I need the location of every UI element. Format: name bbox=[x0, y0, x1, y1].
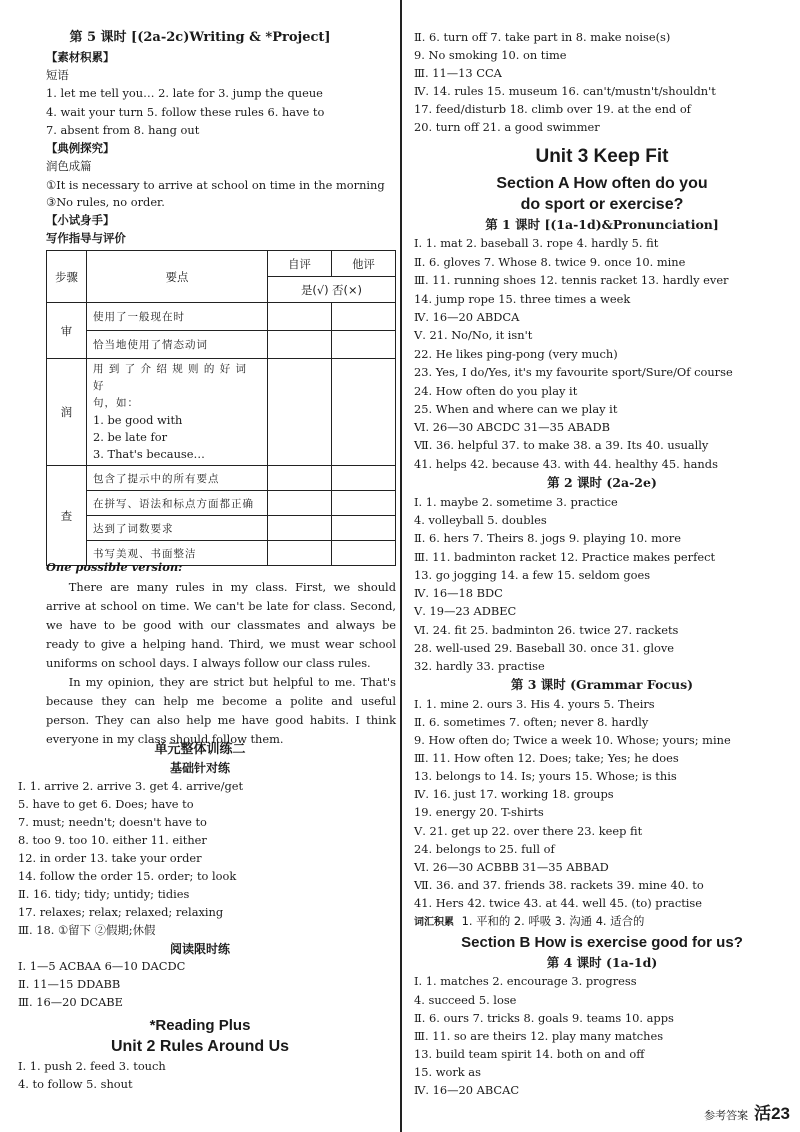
phrase-line: 7. absent from 8. hang out bbox=[46, 123, 200, 137]
peer-cell bbox=[332, 516, 396, 541]
vocab-label: 词汇积累 bbox=[414, 917, 454, 928]
answer-line: Ⅶ. 36. and 37. friends 38. rackets 39. mine 40. to bbox=[414, 878, 704, 892]
point-item-multi bbox=[87, 359, 268, 466]
answer-line: Ⅱ. 11—15 DDABB bbox=[18, 977, 121, 991]
peer-cell bbox=[332, 331, 396, 359]
sectionA-title-1: Section A How often do you bbox=[496, 175, 708, 192]
answer-line: Ⅳ. 16—20 ABDCA bbox=[414, 310, 520, 324]
runse-line: ③No rules, no order. bbox=[46, 195, 165, 209]
point-item: 书写美观、书面整洁 bbox=[87, 541, 268, 566]
answer-line: 15. work as bbox=[414, 1065, 481, 1079]
answer-line: 12. in order 13. take your order bbox=[18, 851, 202, 865]
answer-line: 4. volleyball 5. doubles bbox=[414, 513, 547, 527]
lesson5-title: 第 5 课时 [(2a-2c)Writing & *Project] bbox=[69, 30, 331, 45]
answer-line: 8. too 9. too 10. either 11. either bbox=[18, 833, 207, 847]
answer-line: 28. well-used 29. Baseball 30. once 31. glove bbox=[414, 641, 675, 655]
unit2-title: Unit 2 Rules Around Us bbox=[110, 1038, 290, 1055]
answer-line: Ⅰ. 1—5 ACBAA 6—10 DACDC bbox=[18, 959, 186, 973]
answer-line: Ⅱ. 6. hers 7. Theirs 8. jogs 9. playing 10. more bbox=[414, 531, 681, 545]
phrase-line: 1. let me tell you… 2. late for 3. jump the queue bbox=[46, 86, 323, 100]
runse-line: ①It is necessary to arrive at school on time in the morning bbox=[46, 178, 385, 192]
header-points: 要点 bbox=[87, 251, 268, 303]
answer-line: 17. feed/disturb 18. climb over 19. at the end of bbox=[414, 102, 691, 116]
self-cell bbox=[268, 331, 332, 359]
peer-cell bbox=[332, 359, 396, 466]
sectionB-title: Section B How is exercise good for us? bbox=[461, 934, 743, 951]
answer-line: Ⅰ. 1. mat 2. baseball 3. rope 4. hardly 5. fit bbox=[414, 236, 659, 250]
answer-line: 13. go jogging 14. a few 15. seldom goes bbox=[414, 568, 651, 582]
answer-line: Ⅳ. 14. rules 15. museum 16. can't/mustn't/shouldn't bbox=[414, 84, 716, 98]
answer-line: Ⅰ. 1. arrive 2. arrive 3. get 4. arrive/get bbox=[18, 779, 244, 793]
answer-line: Ⅲ. 18. ①留下 ②假期;休假 bbox=[18, 923, 156, 937]
point-text: 3. That's because… bbox=[93, 447, 205, 461]
self-cell bbox=[268, 466, 332, 491]
evaluation-table bbox=[46, 250, 396, 566]
answer-line: Ⅲ. 16—20 DCABE bbox=[18, 995, 123, 1009]
answer-line: 13. belongs to 14. Is; yours 15. Whose; is this bbox=[414, 769, 677, 783]
answer-line: Ⅴ. 21. No/No, it isn't bbox=[414, 328, 533, 342]
header-self: 自评 bbox=[268, 251, 332, 277]
header-peer: 他评 bbox=[332, 251, 396, 277]
answer-line: 17. relaxes; relax; relaxed; relaxing bbox=[18, 905, 224, 919]
answer-line: 22. He likes ping-pong (very much) bbox=[414, 347, 618, 361]
answer-line: Ⅱ. 6. ours 7. tricks 8. goals 9. teams 10. apps bbox=[414, 1011, 674, 1025]
point-item: 使用了一般现在时 bbox=[87, 303, 268, 331]
lesson1-title: 第 1 课时 [(1a-1d)&Pronunciation] bbox=[485, 217, 719, 232]
self-cell bbox=[268, 541, 332, 566]
step-shen: 审 bbox=[47, 303, 87, 359]
answer-line: 4. to follow 5. shout bbox=[18, 1077, 133, 1091]
basic-title: 基础针对练 bbox=[169, 761, 230, 775]
point-item: 恰当地使用了情态动词 bbox=[87, 331, 268, 359]
answer-line: 32. hardly 33. practise bbox=[414, 659, 545, 673]
point-item: 包含了提示中的所有要点 bbox=[87, 466, 268, 491]
answer-line: Ⅳ. 16—20 ABCAC bbox=[414, 1083, 520, 1097]
vocab-line bbox=[414, 916, 644, 928]
answer-line: 25. When and where can we play it bbox=[414, 402, 618, 416]
point-text: 句，如： bbox=[93, 397, 139, 409]
self-cell bbox=[268, 359, 332, 466]
answer-line: Ⅵ. 24. fit 25. badminton 26. twice 27. rackets bbox=[414, 623, 679, 637]
peer-cell bbox=[332, 466, 396, 491]
answer-line: Ⅵ. 26—30 ACBBB 31—35 ABBAD bbox=[414, 860, 609, 874]
xiaoshi-header: 【小试身手】 bbox=[46, 213, 115, 227]
lesson2-title: 第 2 课时 (2a-2e) bbox=[547, 475, 657, 490]
answer-line: 23. Yes, I do/Yes, it's my favourite sport/Sure/Of course bbox=[414, 365, 733, 379]
answer-line: Ⅱ. 6. sometimes 7. often; never 8. hardly bbox=[414, 715, 649, 729]
answer-line: Ⅲ. 11—13 CCA bbox=[414, 66, 502, 80]
self-cell bbox=[268, 516, 332, 541]
point-text: 用 到 了 介 绍 规 则 的 好 词 好 bbox=[93, 363, 248, 392]
answer-line: Ⅰ. 1. maybe 2. sometime 3. practice bbox=[414, 495, 618, 509]
answer-line: 7. must; needn't; doesn't have to bbox=[18, 815, 207, 829]
self-cell bbox=[268, 303, 332, 331]
lesson4-title: 第 4 课时 (1a-1d) bbox=[546, 955, 658, 970]
answer-line: Ⅱ. 6. turn off 7. take part in 8. make noise(s) bbox=[414, 30, 671, 44]
answer-line: Ⅴ. 21. get up 22. over there 23. keep fit bbox=[414, 824, 643, 838]
point-text: 1. be good with bbox=[93, 413, 183, 427]
sectionA-title-2: do sport or exercise? bbox=[520, 196, 684, 213]
step-run: 润 bbox=[47, 359, 87, 466]
answer-line: Ⅰ. 1. mine 2. ours 3. His 4. yours 5. Theirs bbox=[414, 697, 655, 711]
answer-line: 14. jump rope 15. three times a week bbox=[414, 292, 631, 306]
answer-line: 9. How often do; Twice a week 10. Whose; yours; mine bbox=[414, 733, 731, 747]
answer-line: Ⅳ. 16. just 17. working 18. groups bbox=[414, 787, 614, 801]
reading-timed-title: 阅读限时练 bbox=[169, 942, 230, 956]
essay-paragraph: In my opinion, they are strict but helpful to me. That's because they can help me become a polite and useful person. They can also help me have good habits. I think everyone in my class should follow them. bbox=[46, 675, 396, 746]
answer-line: Ⅱ. 6. gloves 7. Whose 8. twice 9. once 10. mine bbox=[414, 255, 686, 269]
runse-label: 润色成篇 bbox=[46, 159, 92, 173]
xiezuo-label: 写作指导与评价 bbox=[46, 231, 126, 245]
phrase-line: 4. wait your turn 5. follow these rules 6. have to bbox=[46, 105, 325, 119]
point-item: 在拼写、语法和标点方面都正确 bbox=[87, 491, 268, 516]
point-text: 2. be late for bbox=[93, 430, 168, 444]
answer-line: 41. helps 42. because 43. with 44. healthy 45. hands bbox=[414, 457, 718, 471]
answer-line: 19. energy 20. T-shirts bbox=[414, 805, 544, 819]
essay-paragraph: There are many rules in my class. First, we should arrive at school on time. We can't be late for class. Second, we have to be good with our classmates and always be ready to give a helping hand. Third, we must wear school uniforms on school days. I always follow our class rules. bbox=[46, 580, 396, 670]
answer-line: Ⅳ. 16—18 BDC bbox=[414, 586, 503, 600]
answer-line: Ⅲ. 11. so are theirs 12. play many matches bbox=[414, 1029, 664, 1043]
reading-plus-title: *Reading Plus bbox=[149, 1017, 251, 1034]
step-cha: 查 bbox=[47, 466, 87, 566]
answer-line: 41. Hers 42. twice 43. at 44. well 45. (to) practise bbox=[414, 896, 703, 910]
footer-label: 参考答案 bbox=[704, 1109, 749, 1122]
page-footer bbox=[704, 1099, 790, 1124]
answer-line: 24. How often do you play it bbox=[414, 384, 578, 398]
answer-line: 13. build team spirit 14. both on and off bbox=[414, 1047, 645, 1061]
answer-line: Ⅲ. 11. How often 12. Does; take; Yes; he does bbox=[414, 751, 679, 765]
unit-train-title: 单元整体训练二 bbox=[154, 742, 246, 757]
self-cell bbox=[268, 491, 332, 516]
answer-line: Ⅴ. 19—23 ADBEC bbox=[414, 604, 517, 618]
essay bbox=[46, 578, 396, 749]
answer-line: 20. turn off 21. a good swimmer bbox=[414, 120, 600, 134]
answer-line: 4. succeed 5. lose bbox=[414, 993, 517, 1007]
answer-line: Ⅱ. 16. tidy; tidy; untidy; tidies bbox=[18, 887, 190, 901]
peer-cell bbox=[332, 491, 396, 516]
header-step: 步骤 bbox=[47, 251, 87, 303]
column-divider bbox=[400, 0, 402, 1132]
page-number: 活23 bbox=[754, 1104, 790, 1123]
phrases-label: 短语 bbox=[46, 68, 69, 82]
lesson3-title: 第 3 课时 (Grammar Focus) bbox=[510, 677, 694, 692]
peer-cell bbox=[332, 303, 396, 331]
answer-line: Ⅵ. 26—30 ABCDC 31—35 ABADB bbox=[414, 420, 611, 434]
point-item: 达到了词数要求 bbox=[87, 516, 268, 541]
answer-line: Ⅰ. 1. matches 2. encourage 3. progress bbox=[414, 974, 637, 988]
dianli-header: 【典例探究】 bbox=[46, 141, 115, 155]
header-yesno: 是(√) 否(×) bbox=[268, 277, 396, 303]
answer-line: Ⅶ. 36. helpful 37. to make 38. a 39. Its 40. usually bbox=[414, 438, 709, 452]
peer-cell bbox=[332, 541, 396, 566]
answer-line: Ⅲ. 11. running shoes 12. tennis racket 13. hardly ever bbox=[414, 273, 729, 287]
answer-line: 14. follow the order 15. order; to look bbox=[18, 869, 237, 883]
answer-line: Ⅲ. 11. badminton racket 12. Practice makes perfect bbox=[414, 550, 716, 564]
answer-line: 24. belongs to 25. full of bbox=[414, 842, 555, 856]
sucai-header: 【素材积累】 bbox=[46, 50, 115, 64]
one-possible-version: One possible version: bbox=[46, 560, 183, 574]
answer-line: 5. have to get 6. Does; have to bbox=[18, 797, 194, 811]
answer-line: Ⅰ. 1. push 2. feed 3. touch bbox=[18, 1059, 166, 1073]
vocab-text: 1. 平和的 2. 呼吸 3. 沟通 4. 适合的 bbox=[461, 914, 645, 928]
unit3-title: Unit 3 Keep Fit bbox=[535, 146, 669, 167]
answer-line: 9. No smoking 10. on time bbox=[414, 48, 567, 62]
